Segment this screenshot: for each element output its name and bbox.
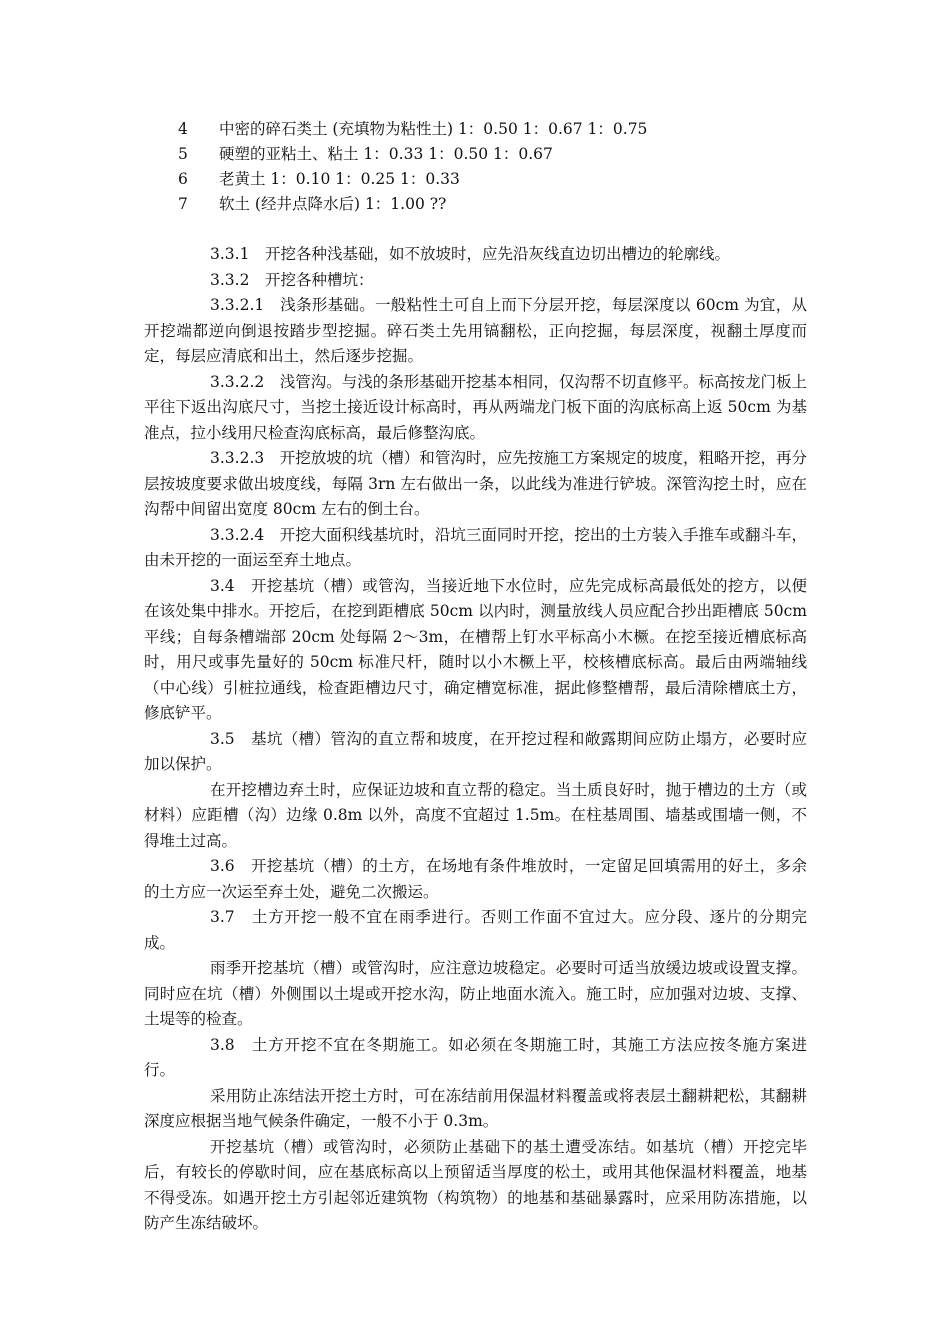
table-row [178,117,798,142]
body-text [144,242,807,1237]
table-row [178,167,798,192]
paragraph-3-7: 3.7 土方开挖一般不宜在雨季进行。否则工作面不宜过大。应分段、逐片的分期完成。 [144,908,807,952]
row-text: 老黄土 1：0.10 1：0.25 1：0.33 [219,170,460,188]
paragraph-3-3-2: 3.3.2 开挖各种槽坑： [210,270,374,289]
paragraph-3-5-spoil: 在开挖槽边弃土时，应保证边坡和直立帮的稳定。当土质良好时，抛于槽边的土方（或材料）应距槽（沟）边缘 0.8m 以外，高度不宜超过 1.5m。在柱基周围、墙基或围墙一侧，不得堆土过高。 [144,780,807,850]
table-row [178,142,798,167]
row-number: 7 [178,195,188,213]
paragraph-3-8-foundation: 开挖基坑（槽）或管沟时，必须防止基础下的基土遭受冻结。如基坑（槽）开挖完毕后，有较长的停歇时间，应在基底标高以上预留适当厚度的松土，或用其他保温材料覆盖，地基不得受冻。如遇开挖土方引起邻近建筑物（构筑物）的地基和基础暴露时，应采用防冻措施，以防产生冻结破坏。 [144,1137,807,1232]
paragraph-3-4: 3.4 开挖基坑（槽）或管沟，当接近地下水位时，应先完成标高最低处的挖方，以便在该处集中排水。开挖后，在挖到距槽底 50cm 以内时，测量放线人员应配合抄出距槽底 50cm 平线；自每条槽端部 20cm 处每隔 2～3m，在槽帮上钉水平标高小木橛。在挖至接近槽底标高时，用尺或事先量好的 50cm 标准尺杆，随时以小木橛上平，校核槽底标高。最后由两端轴线（中心线）引桩拉通线，检查距槽边尺寸，确定槽宽标准，据此修整槽帮，最后清除槽底土方，修底铲平。 [144,576,807,722]
row-text: 软土 (经井点降水后) 1：1.00 ?? [219,195,447,213]
slope-table [178,117,798,217]
paragraph-3-5: 3.5 基坑（槽）管沟的直立帮和坡度，在开挖过程和敞露期间应防止塌方，必要时应加以保护。 [144,729,807,773]
table-row [178,192,798,217]
paragraph-3-7-rain: 雨季开挖基坑（槽）或管沟时，应注意边坡稳定。必要时可适当放缓边坡或设置支撑。同时应在坑（槽）外侧围以土堤或开挖水沟，防止地面水流入。施工时，应加强对边坡、支撑、土堤等的检查。 [144,959,807,1028]
paragraph-3-3-2-2: 3.3.2.2 浅管沟。与浅的条形基础开挖基本相同，仅沟帮不切直修平。标高按龙门板上平往下返出沟底尺寸，当挖土接近设计标高时，再从两端龙门板下面的沟底标高上返 50cm 为基准点，拉小线用尺检查沟底标高，最后修整沟底。 [144,372,807,442]
paragraph-3-3-2-3: 3.3.2.3 开挖放坡的坑（槽）和管沟时，应先按施工方案规定的坡度，粗略开挖，再分层按坡度要求做出坡度线，每隔 3rn 左右做出一条，以此线为准进行铲坡。深管沟挖土时，应在沟帮中间留出宽度 80cm 左右的倒土台。 [144,449,807,518]
paragraph-3-3-1: 3.3.1 开挖各种浅基础，如不放坡时，应先沿灰线直边切出槽边的轮廓线。 [210,245,730,263]
paragraph-3-8: 3.8 土方开挖不宜在冬期施工。如必须在冬期施工时，其施工方法应按冬施方案进行。 [144,1035,807,1079]
row-number: 4 [178,120,188,138]
paragraph-3-3-2-1: 3.3.2.1 浅条形基础。一般粘性土可自上而下分层开挖，每层深度以 60cm 为宜，从开挖端都逆向倒退按踏步型挖掘。碎石类土先用镐翻松，正向挖掘，每层深度，视翻土厚度而定，每层应清底和出土，然后逐步挖掘。 [144,296,807,365]
paragraph-3-3-2-4: 3.3.2.4 开挖大面积线基坑时，沿坑三面同时开挖，挖出的土方装入手推车或翻斗车，由未开挖的一面运至弃土地点。 [144,525,807,569]
row-text: 硬塑的亚粘土、粘土 1：0.33 1：0.50 1：0.67 [219,145,553,163]
row-text: 中密的碎石类土 (充填物为粘性土) 1：0.50 1：0.67 1：0.75 [219,120,648,138]
row-number: 6 [178,170,188,188]
paragraph-3-6: 3.6 开挖基坑（槽）的土方，在场地有条件堆放时，一定留足回填需用的好土，多余的土方应一次运至弃土处，避免二次搬运。 [144,857,807,901]
row-number: 5 [178,145,188,163]
paragraph-3-8-antifreeze: 采用防止冻结法开挖土方时，可在冻结前用保温材料覆盖或将表层土翻耕耙松，其翻耕深度应根据当地气候条件确定，一般不小于 0.3m。 [144,1086,807,1130]
